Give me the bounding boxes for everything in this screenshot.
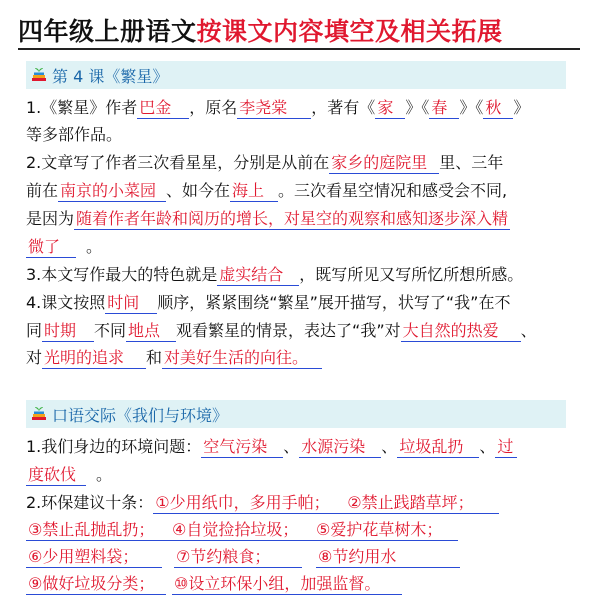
- question-2-line-1: [26, 152, 503, 174]
- question-text: 、: [381, 437, 398, 456]
- answer-blank: ⑥少用塑料袋；: [26, 547, 162, 568]
- question-text: 等多部作品。: [26, 125, 123, 144]
- page-title: [18, 12, 503, 48]
- title-black: 四年级上册语文: [18, 17, 197, 46]
- answer-blank: 大自然的热爱: [401, 321, 521, 342]
- answer-blank: ⑤爱护花草树木；: [314, 520, 458, 541]
- question-text: 1.我们身边的环境问题：: [26, 437, 202, 456]
- book-stack-plant-icon: [30, 66, 48, 84]
- title-underline: [18, 48, 580, 50]
- question-2-line-2: [26, 180, 507, 202]
- question-text: 观看繁星的情景，表达了“我”对: [176, 321, 401, 340]
- book-stack-plant-icon: [30, 405, 48, 423]
- question-text: 对: [26, 348, 43, 367]
- question-text: 》: [513, 98, 530, 117]
- answer-blank: 家: [375, 98, 405, 119]
- title-red: 按课文内容填空及相关拓展: [196, 17, 503, 46]
- answer-blank: 时间: [105, 293, 157, 314]
- env-question-2-line-4: [26, 573, 402, 595]
- question-text: 》《: [459, 98, 484, 117]
- answer-blank: 度砍伐: [26, 465, 86, 486]
- question-text: 和: [146, 348, 163, 367]
- answer-blank: 垃圾乱扔: [397, 437, 479, 458]
- answer-blank: 海上: [230, 181, 278, 202]
- answer-blank: 秋: [483, 98, 513, 119]
- answer-blank: ②禁止践踏草坪；: [345, 493, 499, 514]
- env-question-1-line-1: [26, 436, 517, 458]
- question-text: 、如今在: [166, 181, 231, 200]
- question-4-line-3: [26, 347, 322, 369]
- section-title: 第 4 课《繁星》: [52, 66, 169, 86]
- question-text: 前在: [26, 181, 59, 200]
- question-2-line-3: [26, 208, 510, 230]
- question-text: 不同: [94, 321, 127, 340]
- answer-blank: 随着作者年龄和阅历的增长，对星空的观察和感知逐步深入精: [76, 209, 509, 228]
- question-text: 、: [283, 437, 300, 456]
- question-text: 同: [26, 321, 43, 340]
- section-header-environment: [26, 400, 566, 428]
- question-1-line-2: [26, 124, 122, 146]
- section-title: 口语交际《我们与环境》: [52, 405, 229, 425]
- answer-blank: ③禁止乱抛乱扔；: [26, 520, 170, 541]
- env-question-2-line-2: [26, 519, 458, 541]
- answer-blank: ⑨做好垃圾分类；: [26, 574, 166, 595]
- question-2-line-4: [26, 236, 102, 258]
- question-text: 。: [96, 465, 113, 484]
- question-text: ，既写所见又写所忆所想所感。: [299, 265, 524, 284]
- question-text: 。: [86, 237, 103, 256]
- section-header-fanxing: [26, 61, 566, 89]
- question-4-line-1: [26, 292, 510, 314]
- answer-blank: 微了: [26, 237, 76, 258]
- question-3: [26, 264, 523, 286]
- answer-blank: 地点: [126, 321, 176, 342]
- answer-blank: 南京的小菜园: [58, 181, 166, 202]
- question-1-line-1: [26, 97, 529, 119]
- question-text: 。三次看星空情况和感受会不同,: [278, 181, 508, 200]
- question-text: 4.课文按照: [26, 293, 106, 312]
- question-text: 1.《繁星》作者: [26, 98, 138, 117]
- question-text: 、: [479, 437, 496, 456]
- answer-blank: ⑦节约粮食；: [174, 547, 302, 568]
- answer-blank: 过: [495, 437, 517, 458]
- question-text: 2.文章写了作者三次看星星，分别是从前在: [26, 153, 330, 172]
- question-text: 2.环保建议十条：: [26, 493, 154, 512]
- env-question-2-line-3: [26, 546, 460, 568]
- answer-blank: 光明的追求: [42, 348, 146, 369]
- env-question-1-line-2: [26, 464, 112, 486]
- question-text: 3.本文写作最大的特色就是: [26, 265, 218, 284]
- question-text: ，著有《: [311, 98, 376, 117]
- env-question-2-line-1: [26, 492, 499, 514]
- answer-blank: 巴金: [137, 98, 189, 119]
- answer-blank: 家乡的庭院里: [329, 153, 439, 174]
- answer-blank: 时期: [42, 321, 94, 342]
- answer-blank: ①少用纸巾，多用手帕；: [153, 493, 345, 514]
- question-text: 、: [520, 321, 537, 340]
- question-text: 顺序，紧紧围绕“繁星”展开描写，状写了“我”在不: [157, 293, 511, 312]
- question-4-line-2: [26, 320, 537, 342]
- question-text: 》《: [405, 98, 430, 117]
- question-text: 是因为: [26, 209, 75, 228]
- answer-blank: 虚实结合: [217, 265, 299, 286]
- answer-blank: 对美好生活的向往。: [162, 348, 322, 369]
- answer-blank: 水源污染: [299, 437, 381, 458]
- answer-blank: 空气污染: [201, 437, 283, 458]
- question-text: 里、三年: [439, 153, 504, 172]
- question-text: ，原名: [189, 98, 238, 117]
- answer-blank: 李尧棠: [237, 98, 311, 119]
- answer-blank: ④自觉捡拾垃圾；: [170, 520, 314, 541]
- answer-blank: ⑧节约用水: [316, 547, 460, 568]
- answer-blank: 春: [429, 98, 459, 119]
- answer-blank: ⑩设立环保小组，加强监督。: [172, 574, 402, 595]
